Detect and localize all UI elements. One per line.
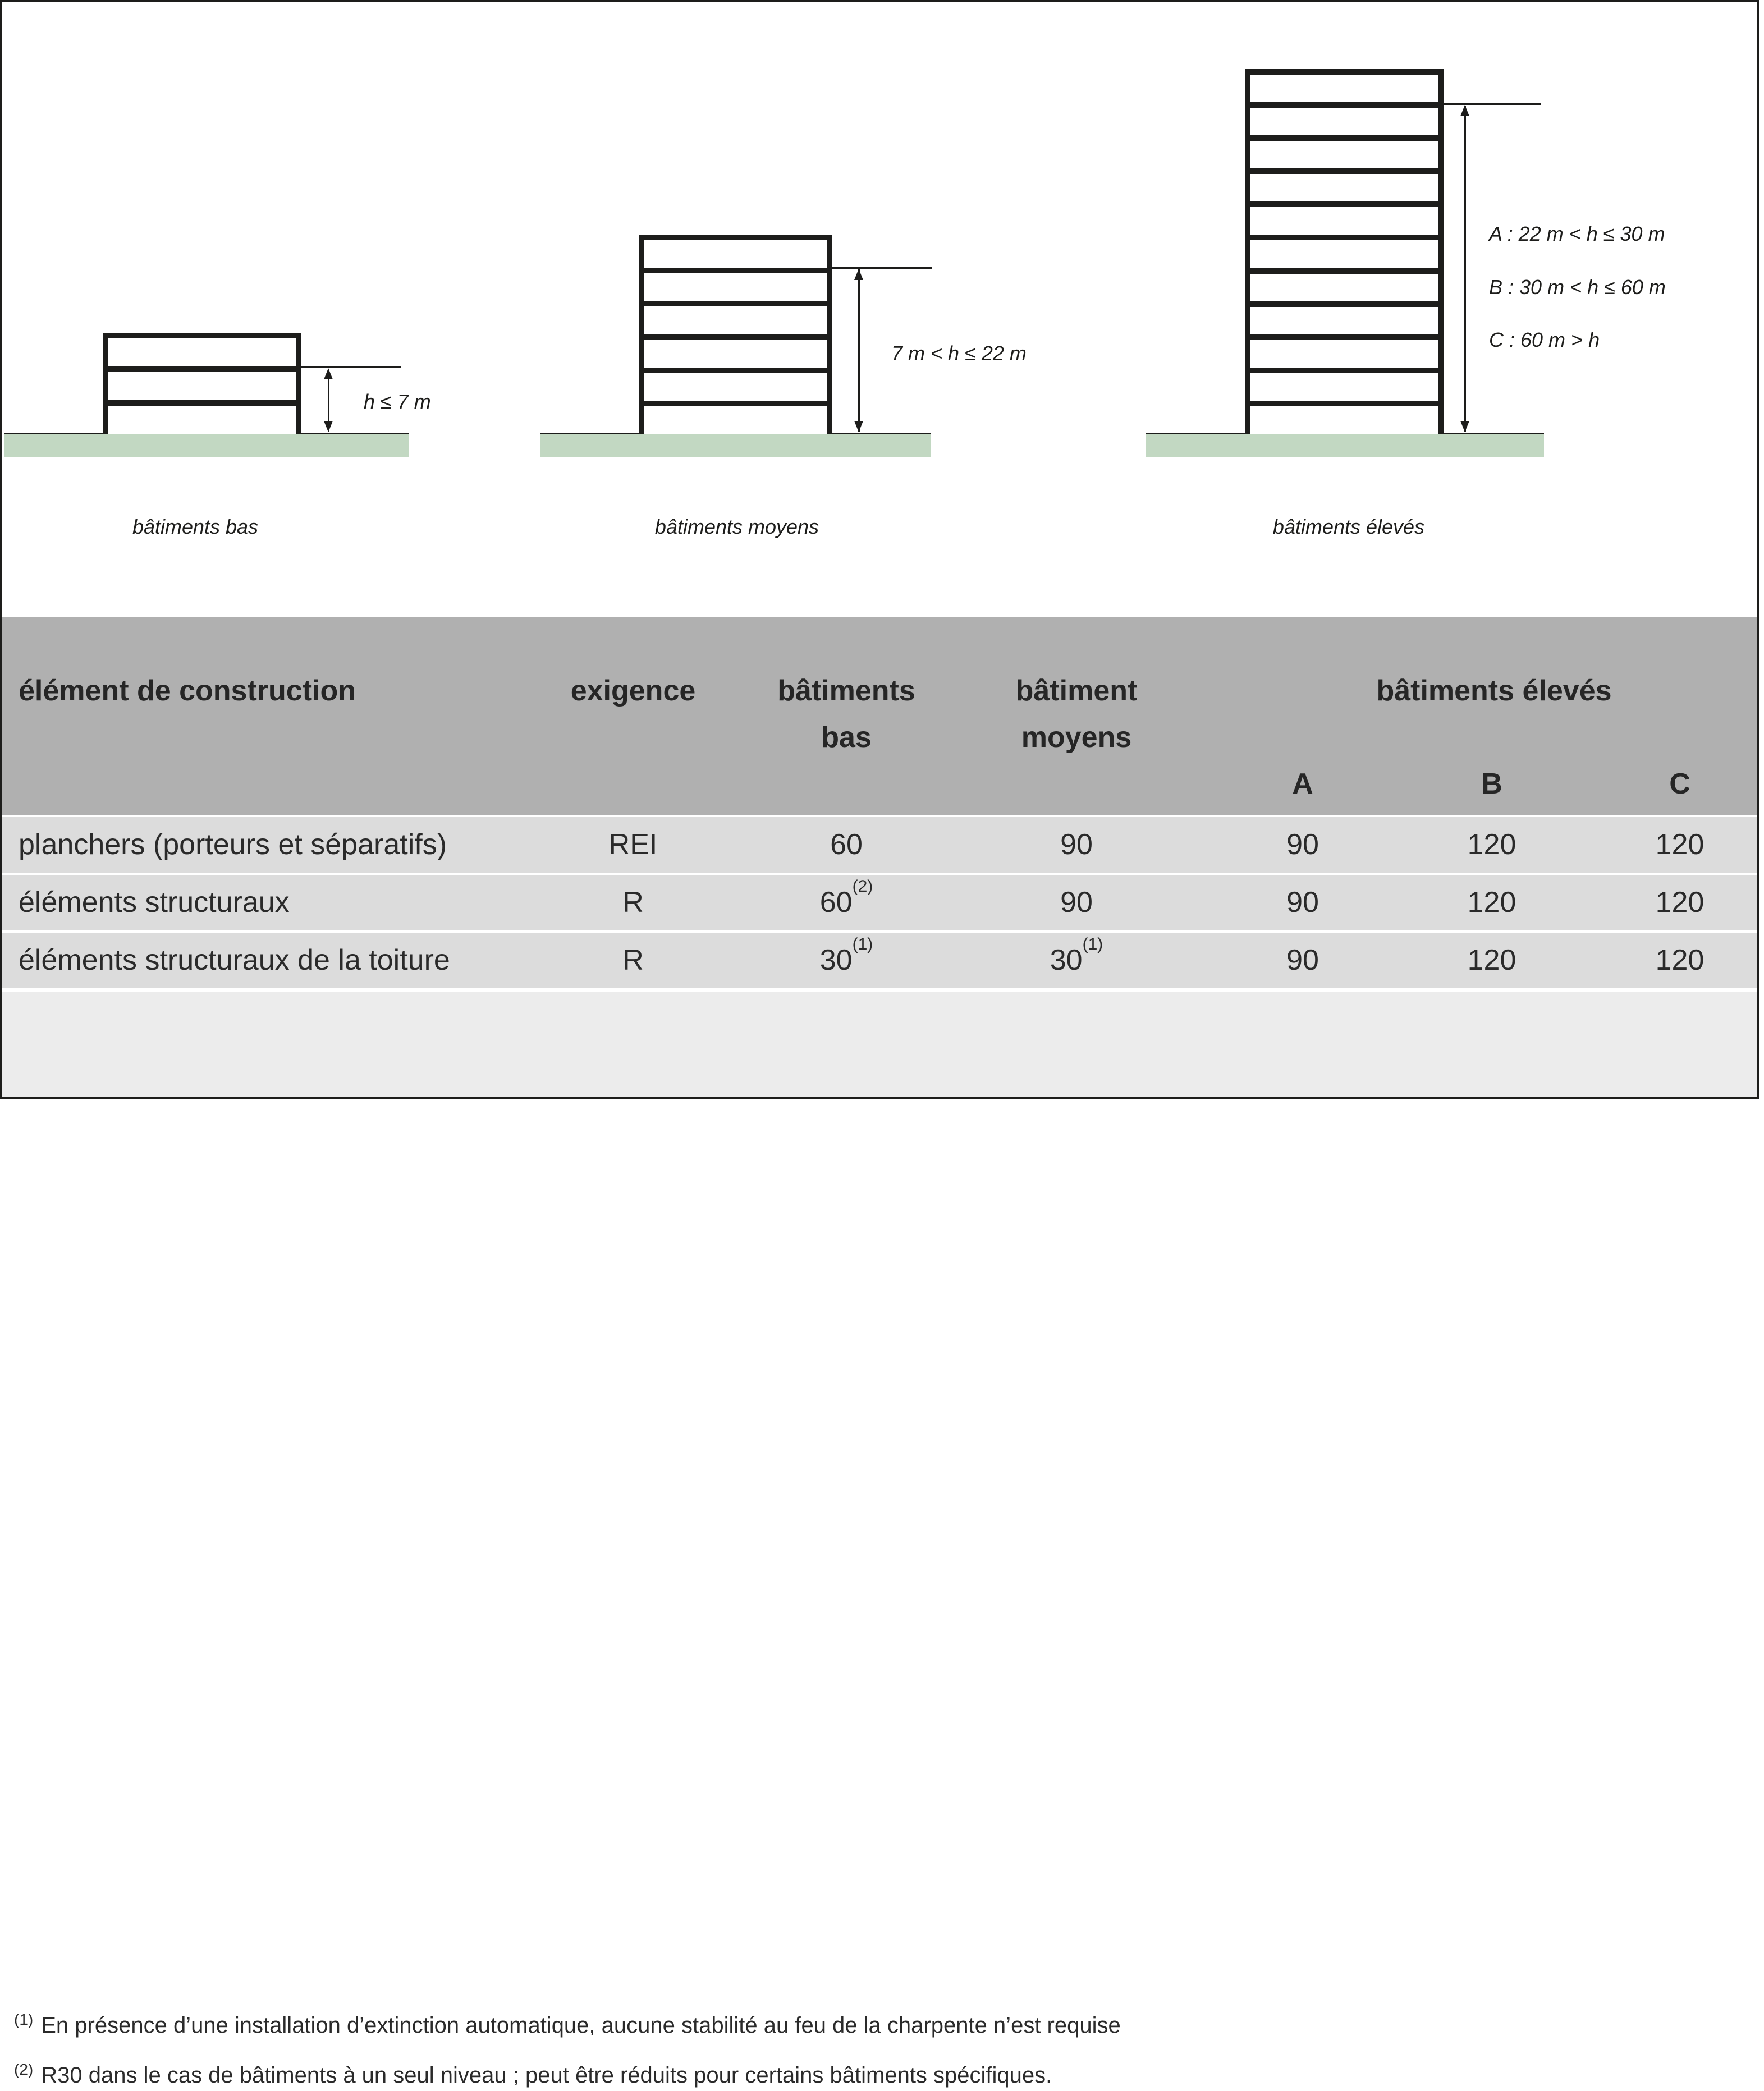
height-label-bas: h ≤ 7 m (364, 390, 431, 413)
height-label-moyens: 7 m < h ≤ 22 m (891, 342, 1027, 365)
height-label-eleves-c: C : 60 m > h (1489, 328, 1600, 351)
building-floor (1250, 334, 1438, 368)
footnote-text: En présence d’une installation d’extinction automatique, aucune stabilité au feu de la charpente n’est requise (41, 2013, 1121, 2038)
header-bas-line1: bâtiments (777, 675, 915, 707)
dimension-arrow (858, 269, 860, 432)
building-floor (644, 334, 827, 368)
cell-a: 90 (1286, 828, 1319, 861)
building-floor (644, 368, 827, 401)
height-reference-line (1441, 103, 1541, 105)
cell-a: 90 (1286, 886, 1319, 919)
cell-exigence: REI (608, 828, 658, 861)
footnote-text: R30 dans le cas de bâtiments à un seul niveau ; peut être réduits pour certains bâtiments spécifiques. (41, 2063, 1052, 2088)
subheader-b: B (1481, 768, 1502, 800)
header-moyens-line2: moyens (1021, 721, 1132, 754)
arrow-up-icon (1460, 105, 1469, 116)
footnote-2 (14, 2062, 1052, 2091)
cell-exigence: R (622, 886, 644, 919)
building-caption-eleves: bâtiments élevés (1272, 515, 1425, 538)
cell-c: 120 (1655, 886, 1705, 919)
height-reference-line (829, 267, 932, 269)
cell-a: 90 (1286, 944, 1319, 976)
cell-element: éléments structuraux de la toiture (19, 944, 450, 976)
cell-b: 120 (1467, 886, 1516, 919)
building-bas (103, 333, 301, 434)
footnote-marker: (1) (14, 2011, 34, 2028)
building-eleves (1245, 69, 1444, 434)
footnotes-panel (2, 992, 1757, 2088)
ground-strip (1146, 433, 1544, 457)
footnote-1 (14, 2012, 1121, 2041)
header-eleves: bâtiments élevés (1376, 675, 1612, 707)
cell-element: éléments structuraux (19, 886, 290, 919)
building-floor (108, 366, 296, 400)
arrow-up-icon (854, 269, 863, 280)
cell-moyens: 90 (1060, 828, 1093, 861)
cell-b: 120 (1467, 828, 1516, 861)
building-floor (108, 400, 296, 434)
arrow-down-icon (1460, 421, 1469, 432)
building-floor (1250, 135, 1438, 168)
header-moyens-line1: bâtiment (1015, 675, 1138, 707)
building-floor (1250, 301, 1438, 334)
table-row (2, 875, 1757, 930)
cell-c: 120 (1655, 828, 1705, 861)
cell-b: 120 (1467, 944, 1516, 976)
height-label-eleves-a: A : 22 m < h ≤ 30 m (1489, 222, 1665, 245)
building-caption-moyens: bâtiments moyens (654, 515, 819, 538)
cell-bas: 30$^{(1)}$ (819, 934, 873, 976)
subheader-c: C (1669, 768, 1690, 800)
building-moyens (639, 235, 832, 434)
cell-bas: 60$^{(2)}$ (819, 877, 873, 919)
building-floor (1250, 235, 1438, 268)
header-bas-line2: bas (821, 721, 872, 754)
cell-moyens: 90 (1060, 886, 1093, 919)
building-floor (1250, 201, 1438, 235)
building-floor (644, 240, 827, 268)
building-floor (644, 401, 827, 434)
header-exigence: exigence (570, 675, 696, 707)
subheader-a: A (1292, 768, 1313, 800)
ground-strip (4, 433, 409, 457)
building-floor (1250, 102, 1438, 135)
ground-strip (540, 433, 931, 457)
cell-exigence: R (622, 944, 644, 976)
building-floor (644, 301, 827, 334)
building-floor (1250, 168, 1438, 201)
building-floor (1250, 368, 1438, 401)
cell-c: 120 (1655, 944, 1705, 976)
building-floor (1250, 268, 1438, 301)
dimension-arrow (1464, 106, 1466, 432)
header-element: élément de construction (19, 675, 356, 707)
arrow-down-icon (854, 421, 863, 432)
cell-element: planchers (porteurs et séparatifs) (19, 828, 447, 861)
building-floor (1250, 401, 1438, 434)
cell-moyens: 30$^{(1)}$ (1050, 934, 1103, 976)
footnote-marker: (2) (14, 2061, 34, 2078)
height-reference-line (299, 366, 401, 368)
table-row (2, 817, 1757, 873)
building-caption-bas: bâtiments bas (132, 515, 259, 538)
dimension-arrow (328, 369, 329, 432)
arrow-up-icon (324, 368, 333, 379)
building-floor (108, 338, 296, 366)
cell-bas: 60 (830, 828, 863, 861)
table-header (2, 617, 1757, 815)
table-row (2, 933, 1757, 988)
height-label-eleves-b: B : 30 m < h ≤ 60 m (1489, 276, 1666, 299)
building-floor (644, 268, 827, 301)
building-floor (1250, 75, 1438, 102)
arrow-down-icon (324, 421, 333, 432)
